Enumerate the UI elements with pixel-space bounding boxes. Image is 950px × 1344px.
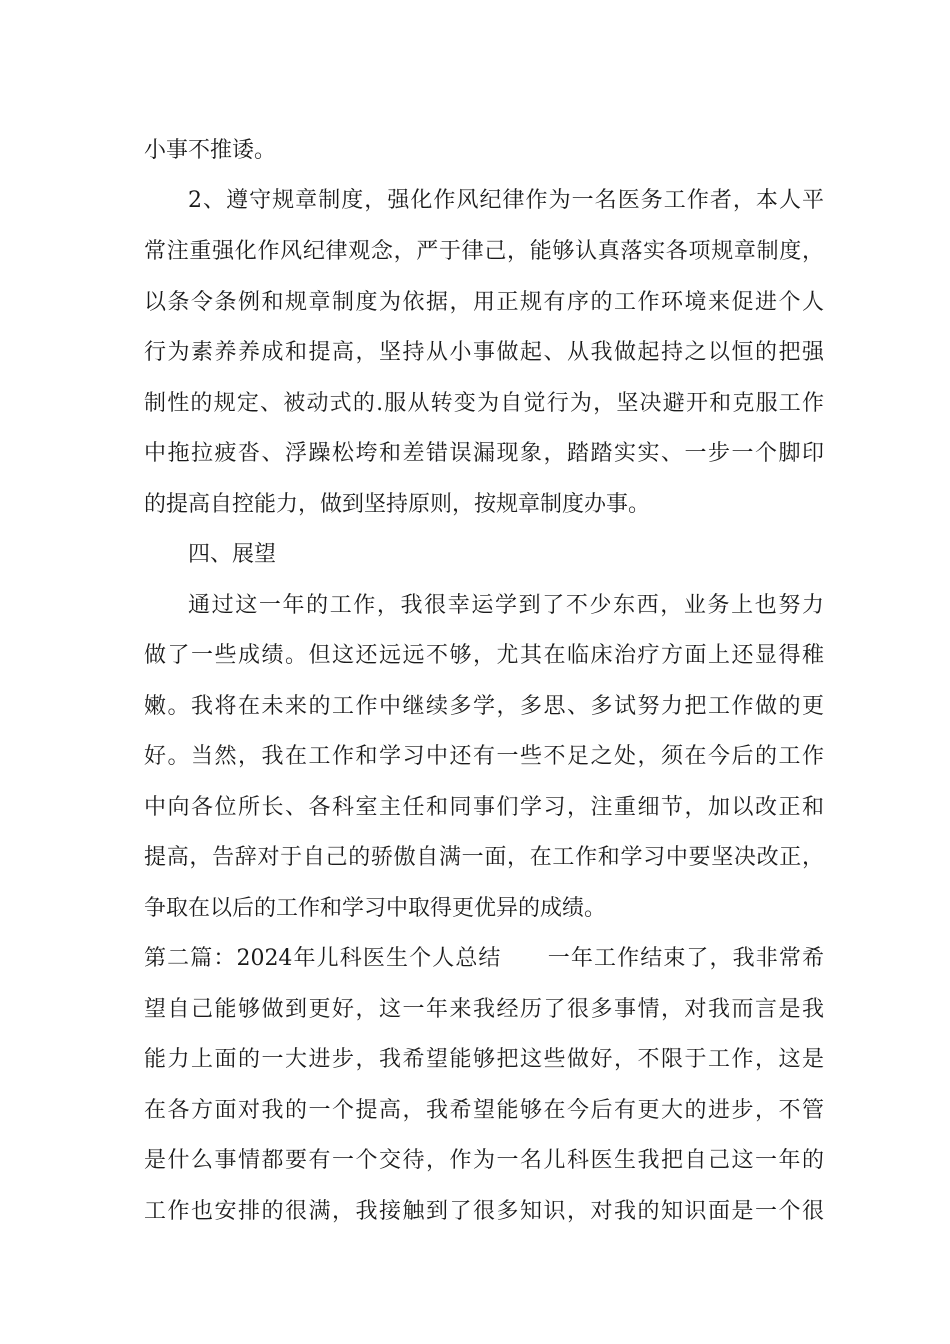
- text-line: 中拖拉疲沓、浮躁松垮和差错误漏现象，踏踏实实、一步一个脚印: [144, 441, 824, 466]
- text-line: 通过这一年的工作，我很幸运学到了不少东西，业务上也努力: [188, 593, 824, 618]
- text-line: 在各方面对我的一个提高，我希望能够在今后有更大的进步，不管: [144, 1098, 824, 1123]
- text-line: 好。当然，我在工作和学习中还有一些不足之处，须在今后的工作: [144, 744, 824, 769]
- text-line: 常注重强化作风纪律观念，严于律己，能够认真落实各项规章制度，: [144, 239, 824, 264]
- text-line: 小事不推诿。: [144, 138, 277, 163]
- text-line: 中向各位所长、各科室主任和同事们学习，注重细节，加以改正和: [144, 795, 824, 820]
- text-line: 工作也安排的很满，我接触到了很多知识，对我的知识面是一个很: [144, 1199, 824, 1224]
- text-line: 行为素养养成和提高，坚持从小事做起、从我做起持之以恒的把强: [144, 340, 824, 365]
- text-line: 以条令条例和规章制度为依据，用正规有序的工作环境来促进个人: [144, 290, 824, 315]
- text-line: 嫩。我将在未来的工作中继续多学，多思、多试努力把工作做的更: [144, 694, 824, 719]
- text-line: 制性的规定、被动式的.服从转变为自觉行为，坚决避开和克服工作: [144, 391, 824, 416]
- text-line: 第二篇：2024年儿科医生个人总结 一年工作结束了，我非常希: [144, 946, 824, 971]
- text-line: 提高，告辞对于自己的骄傲自满一面，在工作和学习中要坚决改正，: [144, 845, 824, 870]
- section-heading: 四、展望: [188, 542, 277, 567]
- text-line: 能力上面的一大进步，我希望能够把这些做好，不限于工作，这是: [144, 1047, 824, 1072]
- text-line: 是什么事情都要有一个交待，作为一名儿科医生我把自己这一年的: [144, 1148, 824, 1173]
- text-line: 2、遵守规章制度，强化作风纪律作为一名医务工作者，本人平: [188, 188, 824, 213]
- text-line: 做了一些成绩。但这还远远不够，尤其在临床治疗方面上还显得稚: [144, 643, 824, 668]
- text-line: 争取在以后的工作和学习中取得更优异的成绩。: [144, 896, 607, 921]
- text-line: 望自己能够做到更好，这一年来我经历了很多事情，对我而言是我: [144, 997, 824, 1022]
- text-line: 的提高自控能力，做到坚持原则，按规章制度办事。: [144, 492, 651, 517]
